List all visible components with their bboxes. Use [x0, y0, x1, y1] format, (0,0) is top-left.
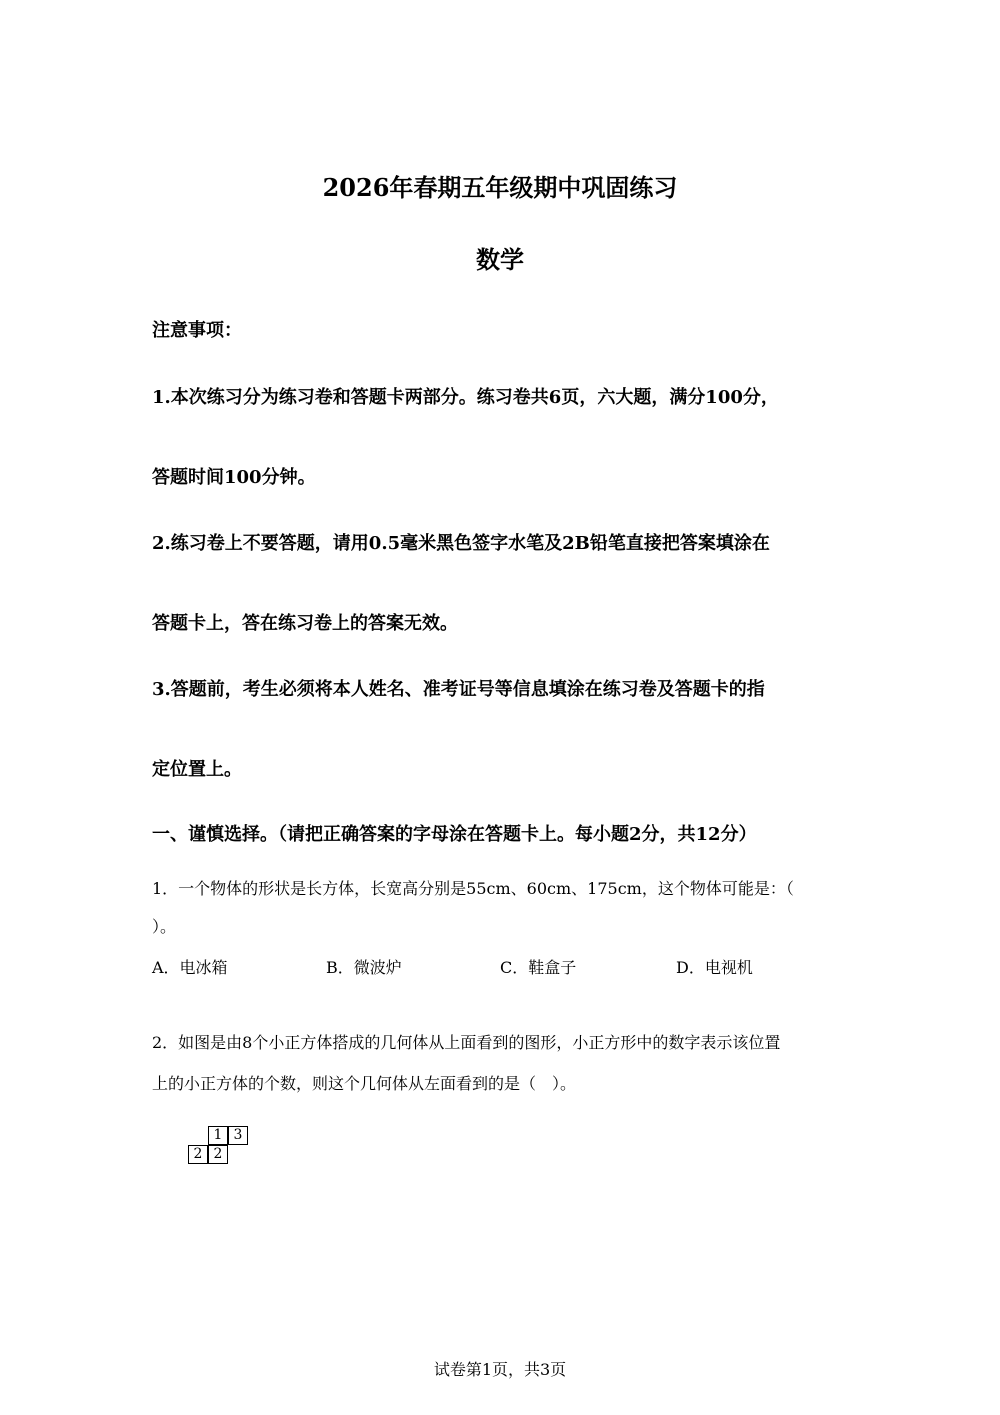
question-2-text: 2．如图是由8个小正方体搭成的几何体从上面看到的图形，小正方形中的数字表示该位置: [152, 1033, 781, 1052]
page-footer: 试卷第1页，共3页: [433, 1360, 567, 1379]
question-1-text-end: ）。: [152, 917, 177, 936]
notes-line: 答题时间100分钟。: [152, 467, 316, 488]
question-2-text-end: 上的小正方体的个数，则这个几何体从左面看到的是（ ）。: [152, 1074, 577, 1093]
question-1-text: 1．一个物体的形状是长方体，长宽高分别是55cm、60cm、175cm，这个物体可能是：（: [152, 879, 794, 898]
q1-option-d: D．电视机: [676, 958, 753, 977]
notes-heading: 注意事项：: [152, 320, 242, 341]
page-subject: 数学: [476, 245, 524, 274]
notes-line: 答题卡上，答在练习卷上的答案无效。: [152, 613, 458, 634]
notes-line: 2.练习卷上不要答题，请用0.5毫米黑色签字水笔及2B铅笔直接把答案填涂在: [152, 533, 770, 554]
q1-option-c: C．鞋盒子: [500, 958, 577, 977]
grid-cell: 2: [208, 1145, 228, 1164]
notes-line: 1.本次练习分为练习卷和答题卡两部分。练习卷共6页，六大题，满分100分，: [152, 387, 779, 408]
notes-line: 定位置上。: [152, 759, 242, 780]
section-heading: 一、谨慎选择。（请把正确答案的字母涂在答题卡上。每小题2分，共12分）: [152, 824, 757, 845]
notes-line: 3.答题前，考生必须将本人姓名、准考证号等信息填涂在练习卷及答题卡的指: [152, 679, 765, 700]
grid-cell: 1: [208, 1126, 228, 1145]
grid-cell: 2: [188, 1145, 208, 1164]
page-title: 2026年春期五年级期中巩固练习: [322, 173, 678, 202]
q1-option-b: B．微波炉: [326, 958, 402, 977]
q1-option-a: A．电冰箱: [152, 958, 228, 977]
grid-cell: 3: [228, 1126, 248, 1145]
